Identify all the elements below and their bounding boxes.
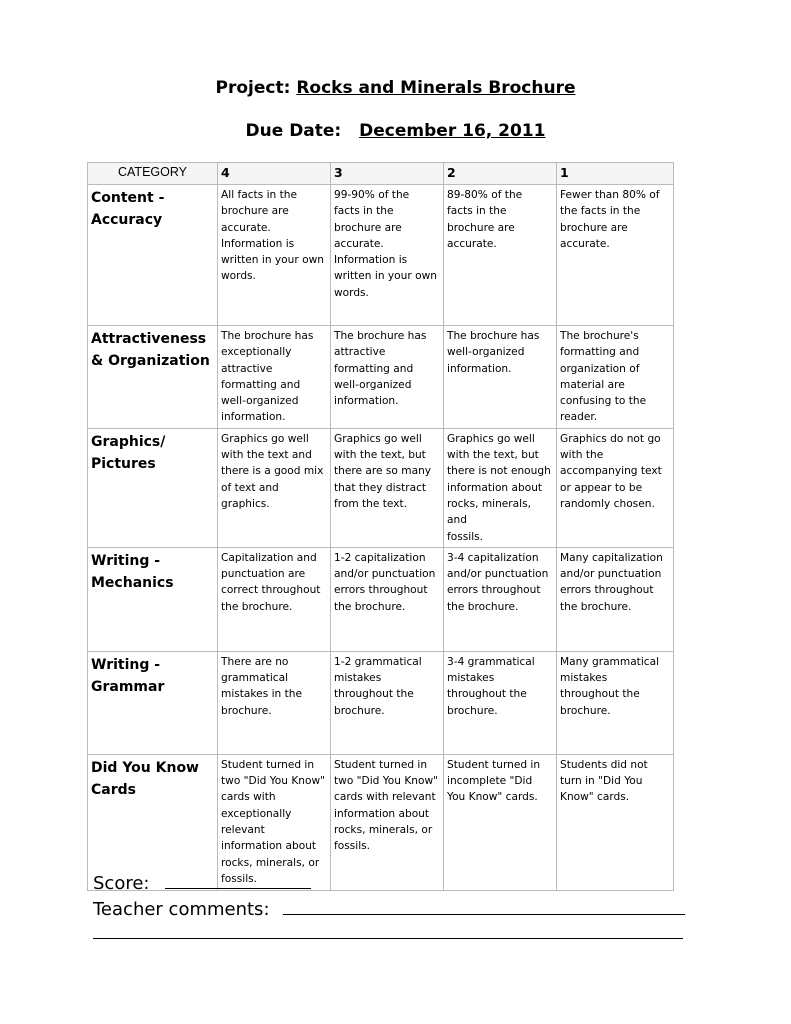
criteria-text-line: written in your own	[334, 270, 437, 283]
criteria-cell-score-1	[557, 651, 674, 754]
rubric-row-attractiveness-organization	[88, 326, 674, 429]
criteria-cell-score-1	[557, 547, 674, 651]
rubric-table	[87, 162, 674, 891]
criteria-cell-score-4	[218, 651, 331, 754]
criteria-cell-score-4	[218, 185, 331, 326]
due-label: Due Date:	[245, 121, 342, 141]
criteria-text-line: fossils.	[447, 530, 484, 543]
criteria-text-line: brochure are	[447, 221, 515, 234]
criteria-text-line: words.	[334, 286, 369, 299]
criteria-text-line: The brochure's	[560, 330, 639, 342]
category-cell	[88, 428, 218, 547]
criteria-text-line: and/or punctuation	[334, 568, 436, 581]
criteria-text-line: Information is	[221, 237, 295, 250]
criteria-text-line: accurate.	[221, 221, 271, 234]
criteria-text-line: or appear to be	[560, 481, 643, 494]
project-label: Project:	[215, 78, 291, 98]
criteria-text-line: Graphics do not go	[560, 432, 661, 445]
comments-extra-line	[93, 938, 683, 939]
criteria-text-line: relevant	[221, 824, 265, 837]
criteria-text-line: with the text, but	[334, 449, 426, 462]
criteria-cell-score-1	[557, 428, 674, 547]
criteria-text-line: information about	[447, 481, 543, 494]
criteria-cell-score-3	[331, 754, 444, 890]
criteria-cell-score-1	[557, 754, 674, 890]
project-title-line	[0, 78, 791, 98]
criteria-text-line: accompanying text	[560, 465, 662, 478]
criteria-text-line: organization of	[560, 362, 640, 375]
category-label-line: Writing -	[91, 552, 161, 569]
criteria-text-line: reader.	[560, 411, 598, 424]
criteria-text-line: You Know" cards.	[447, 791, 538, 804]
criteria-text-line: words.	[221, 270, 256, 283]
category-label-line: Accuracy	[91, 212, 163, 228]
criteria-text-line: information about	[334, 807, 430, 820]
criteria-text-line: brochure.	[447, 704, 498, 717]
criteria-text-line: errors throughout	[447, 584, 541, 597]
criteria-cell-score-3	[331, 428, 444, 547]
column-header-category: CATEGORY	[88, 163, 218, 185]
criteria-cell-score-2	[444, 428, 557, 547]
criteria-text-line: and/or punctuation	[560, 568, 662, 581]
criteria-text-line: Graphics go well	[447, 432, 535, 445]
criteria-text-line: The brochure has	[447, 330, 540, 342]
criteria-text-line: information.	[334, 395, 399, 408]
column-header-4: 4	[218, 163, 331, 185]
criteria-text-line: mistakes	[334, 672, 382, 685]
criteria-text-line: brochure are	[334, 221, 402, 234]
rubric-header-row	[88, 163, 674, 185]
criteria-text-line: throughout the	[560, 688, 640, 701]
criteria-text-line: formatting and	[560, 346, 640, 359]
criteria-text-line: rocks, minerals, and	[447, 497, 531, 527]
criteria-cell-score-2	[444, 185, 557, 326]
rubric-body	[88, 185, 674, 891]
criteria-text-line: errors throughout	[560, 584, 654, 597]
criteria-text-line: material are	[560, 378, 625, 391]
criteria-text-line: fossils.	[221, 872, 258, 885]
criteria-text-line: Many grammatical	[560, 655, 660, 668]
teacher-comments-label: Teacher comments:	[93, 899, 270, 920]
score-label: Score:	[93, 873, 150, 894]
column-header-1: 1	[557, 163, 674, 185]
criteria-text-line: Fewer than 80% of	[560, 189, 660, 201]
criteria-text-line: 3-4 grammatical	[447, 655, 535, 668]
category-label-line: Content -	[91, 190, 165, 206]
category-label-line: Writing -	[91, 656, 161, 673]
criteria-text-line: cards with	[221, 791, 276, 804]
teacher-comments-blank	[283, 896, 685, 915]
criteria-text-line: well-organized	[221, 395, 299, 408]
criteria-text-line: errors throughout	[334, 584, 428, 597]
criteria-cell-score-1	[557, 326, 674, 429]
criteria-text-line: The brochure has	[221, 330, 314, 342]
criteria-text-line: Capitalization and	[221, 551, 317, 564]
criteria-text-line: 89-80% of the	[447, 189, 523, 201]
criteria-text-line: brochure are	[221, 205, 289, 218]
criteria-text-line: mistakes	[560, 672, 608, 685]
criteria-text-line: facts in the	[447, 205, 507, 218]
criteria-text-line: and/or punctuation	[447, 568, 549, 581]
criteria-text-line: All facts in the	[221, 189, 297, 201]
category-label-line: Mechanics	[91, 574, 174, 591]
category-label-line: Grammar	[91, 678, 165, 695]
criteria-text-line: Graphics go well	[334, 432, 422, 445]
criteria-cell-score-3	[331, 185, 444, 326]
criteria-text-line: brochure.	[221, 704, 272, 717]
category-cell	[88, 651, 218, 754]
column-header-2: 2	[444, 163, 557, 185]
criteria-text-line: 99-90% of the	[334, 189, 410, 201]
criteria-text-line: rocks, minerals, or	[221, 856, 320, 869]
criteria-text-line: There are no	[221, 655, 289, 668]
criteria-text-line: the brochure.	[334, 600, 406, 613]
criteria-cell-score-2	[444, 651, 557, 754]
criteria-cell-score-3	[331, 547, 444, 651]
column-header-3: 3	[331, 163, 444, 185]
criteria-text-line: exceptionally	[221, 807, 292, 820]
due-date: December 16, 2011	[359, 121, 546, 141]
criteria-cell-score-2	[444, 754, 557, 890]
rubric-row-graphics-pictures	[88, 428, 674, 547]
criteria-text-line: there is not enough	[447, 465, 551, 478]
criteria-text-line: two "Did You Know"	[221, 775, 326, 788]
criteria-text-line: the brochure.	[221, 600, 293, 613]
category-label-line: Pictures	[91, 455, 156, 472]
criteria-text-line: The brochure has	[334, 330, 427, 342]
criteria-cell-score-1	[557, 185, 674, 326]
criteria-cell-score-4	[218, 547, 331, 651]
criteria-text-line: grammatical	[221, 672, 289, 685]
criteria-text-line: accurate.	[447, 237, 497, 250]
criteria-cell-score-2	[444, 547, 557, 651]
criteria-text-line: the facts in the	[560, 205, 641, 218]
criteria-text-line: brochure.	[560, 704, 611, 717]
criteria-text-line: well-organized	[334, 378, 412, 391]
criteria-text-line: punctuation are	[221, 568, 306, 581]
criteria-text-line: there are so many	[334, 465, 432, 478]
criteria-text-line: Students did not	[560, 758, 648, 771]
criteria-text-line: mistakes	[447, 672, 495, 685]
criteria-text-line: incomplete "Did	[447, 775, 533, 788]
criteria-cell-score-3	[331, 651, 444, 754]
criteria-text-line: information about	[221, 840, 317, 853]
criteria-text-line: with the	[560, 449, 604, 462]
criteria-text-line: of text and	[221, 481, 279, 494]
criteria-text-line: correct throughout	[221, 584, 321, 597]
criteria-text-line: from the text.	[334, 497, 408, 510]
criteria-cell-score-4	[218, 428, 331, 547]
criteria-text-line: cards with relevant	[334, 791, 436, 804]
rubric-row-content-accuracy	[88, 185, 674, 326]
teacher-comments-line	[93, 896, 685, 920]
criteria-text-line: information.	[447, 362, 512, 375]
criteria-text-line: the brochure.	[447, 600, 519, 613]
criteria-text-line: information.	[221, 411, 286, 424]
score-blank	[165, 870, 311, 889]
project-title: Rocks and Minerals Brochure	[296, 78, 576, 98]
category-cell	[88, 547, 218, 651]
criteria-text-line: throughout the	[334, 688, 414, 701]
criteria-text-line: confusing to the	[560, 395, 647, 408]
rubric-row-writing-mechanics	[88, 547, 674, 651]
criteria-text-line: rocks, minerals, or	[334, 824, 433, 837]
criteria-text-line: fossils.	[334, 840, 371, 853]
score-line	[93, 870, 311, 894]
criteria-text-line: graphics.	[221, 497, 270, 510]
category-cell	[88, 185, 218, 326]
category-label-line: & Organization	[91, 353, 210, 369]
criteria-cell-score-4	[218, 326, 331, 429]
criteria-text-line: Student turned in	[447, 758, 541, 771]
category-cell	[88, 326, 218, 429]
category-label-line: Attractiveness	[91, 331, 207, 347]
category-label-line: Graphics/	[91, 433, 166, 450]
criteria-text-line: Many capitalization	[560, 551, 663, 564]
criteria-text-line: with the text, but	[447, 449, 539, 462]
criteria-text-line: the brochure.	[560, 600, 632, 613]
criteria-text-line: brochure.	[334, 704, 385, 717]
category-label-line: Did You Know	[91, 759, 199, 776]
criteria-text-line: 3-4 capitalization	[447, 551, 539, 564]
criteria-text-line: Know" cards.	[560, 791, 630, 804]
criteria-text-line: exceptionally	[221, 346, 292, 359]
criteria-cell-score-2	[444, 326, 557, 429]
criteria-text-line: well-organized	[447, 346, 525, 359]
criteria-text-line: Student turned in	[221, 758, 315, 771]
criteria-text-line: 1-2 grammatical	[334, 655, 422, 668]
category-label-line: Cards	[91, 781, 136, 798]
criteria-text-line: formatting and	[334, 362, 414, 375]
criteria-text-line: 1-2 capitalization	[334, 551, 426, 564]
criteria-text-line: brochure are	[560, 221, 628, 234]
criteria-text-line: Graphics go well	[221, 432, 309, 445]
criteria-text-line: two "Did You Know"	[334, 775, 439, 788]
criteria-text-line: written in your own	[221, 254, 324, 267]
rubric-row-writing-grammar	[88, 651, 674, 754]
criteria-text-line: throughout the	[447, 688, 527, 701]
criteria-text-line: formatting and	[221, 378, 301, 391]
criteria-text-line: that they distract	[334, 481, 427, 494]
criteria-text-line: turn in "Did You	[560, 775, 643, 788]
criteria-text-line: facts in the	[334, 205, 394, 218]
due-date-line	[0, 121, 791, 141]
criteria-text-line: attractive	[334, 346, 386, 359]
criteria-text-line: accurate.	[560, 237, 610, 250]
criteria-text-line: there is a good mix	[221, 465, 324, 478]
criteria-text-line: accurate.	[334, 237, 384, 250]
criteria-text-line: randomly chosen.	[560, 497, 655, 510]
criteria-text-line: Student turned in	[334, 758, 428, 771]
criteria-cell-score-3	[331, 326, 444, 429]
criteria-text-line: Information is	[334, 254, 408, 267]
criteria-text-line: mistakes in the	[221, 688, 302, 701]
criteria-text-line: attractive	[221, 362, 273, 375]
criteria-text-line: with the text and	[221, 449, 312, 462]
